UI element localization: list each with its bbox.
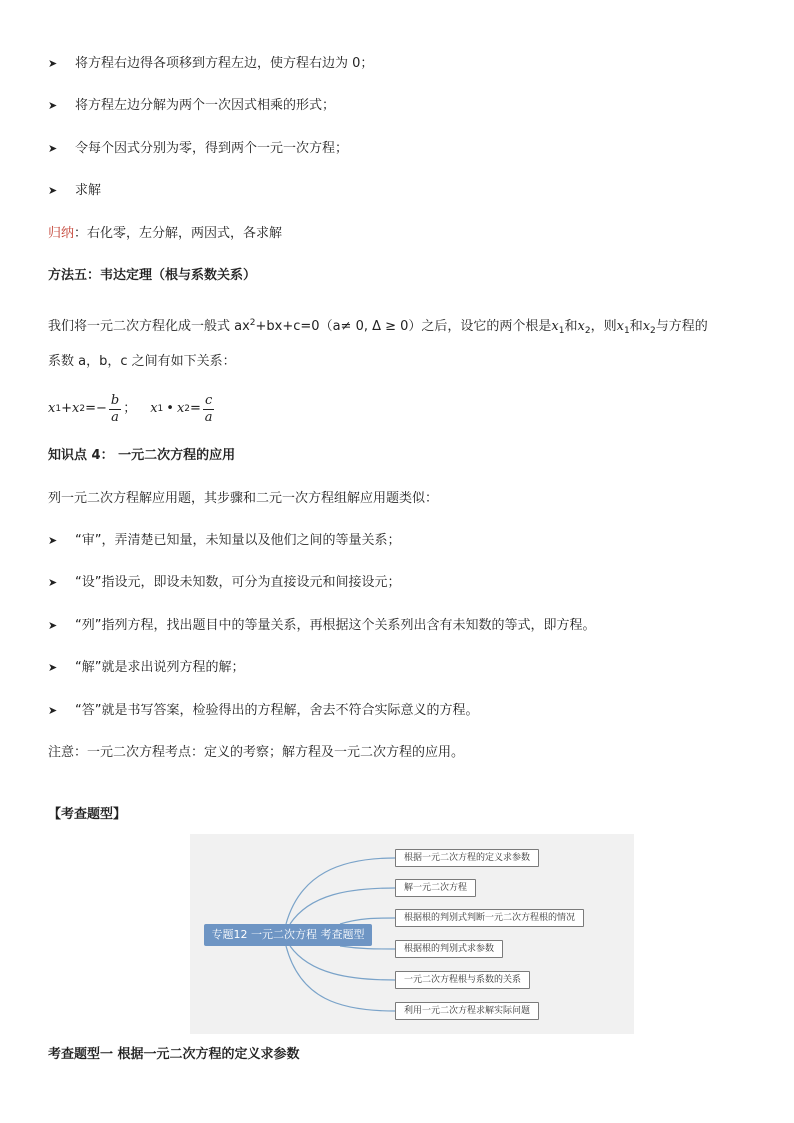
bullet-review: ➤ “审”，弄清楚已知量，未知量以及他们之间的等量关系； [48,531,400,551]
summary-text: ：右化零，左分解，两因式，各求解 [74,226,283,241]
mindmap-node: 根据根的判别式求参数 [395,940,503,958]
bullet-set-variables: ➤ “设”指设元，即设未知数，可分为直接设元和间接设元； [48,573,400,593]
bullet-write-equation: ➤ “列”指列方程，找出题目中的等量关系，再根据这个关系列出含有未知数的等式，即方程。 [48,616,595,636]
application-intro: 列一元二次方程解应用题，其步骤和二元一次方程组解应用题类似： [48,491,439,506]
mindmap-node: 解一元二次方程 [395,879,476,897]
arrowhead-bullet-icon: ➤ [48,184,58,197]
vieta-formula: x 1 + x 2 =− $\frac{b}{a}$ ； x 1 • x 2 = $\frac{c}{a}$ [48,392,213,425]
mindmap-node: 根据根的判别式判断一元二次方程根的情况 [395,909,584,927]
arrowhead-bullet-icon: ➤ [48,534,58,547]
fraction-b-over-a: $\frac{b}{a}$ [110,392,120,425]
connector-5 [290,946,395,980]
arrowhead-bullet-icon: ➤ [48,661,58,674]
arrowhead-bullet-icon: ➤ [48,142,58,155]
bullet-answer: ➤ “答”就是书写答案，检验得出的方程解，舍去不符合实际意义的方程。 [48,701,478,721]
mindmap-root: 专题12 一元二次方程 考查题型 [204,924,372,946]
exam-type-1-heading: 考查题型一 根据一元二次方程的定义求参数 [48,1047,300,1062]
vieta-paragraph-line1: 我们将一元二次方程化成一般式 $ax^2+bx+c=0(a\ne 0$, Δ ≥ 0）之后，设它的两个根是$x_1$和$x_2$，则$x_1$和$x_2$与方程的 [48,318,708,336]
bullet-step-factor: ➤ 将方程左边分解为两个一次因式相乘的形式； [48,96,335,116]
exam-types-mindmap [190,834,634,1034]
bullet-step-move-terms: ➤ 将方程右边得各项移到方程左边，使方程右边为 0； [48,54,373,74]
exam-types-heading: 【考查题型】 [48,807,127,822]
connector-6 [286,946,395,1011]
summary-label: 归纳 [48,226,75,241]
bullet-step-zero-factors: ➤ 令每个因式分别为零，得到两个一元一次方程； [48,139,348,159]
arrowhead-bullet-icon: ➤ [48,576,58,589]
bullet-step-solve: ➤ 求解 [48,181,101,201]
arrowhead-bullet-icon: ➤ [48,619,58,632]
mindmap-node: 利用一元二次方程求解实际问题 [395,1002,539,1020]
vieta-paragraph-line2: 系数 a，b，c 之间有如下关系： [48,354,236,369]
connector-4 [340,946,395,949]
knowledge-point-4-heading: 知识点 4： 一元二次方程的应用 [48,448,236,463]
method5-heading: 方法五：韦达定理（根与系数关系） [48,268,257,283]
fraction-c-over-a: $\frac{c}{a}$ [204,392,213,425]
arrowhead-bullet-icon: ➤ [48,99,58,112]
connector-1 [286,858,395,924]
summary-line [48,224,282,244]
mindmap-node: 一元二次方程根与系数的关系 [395,971,530,989]
arrowhead-bullet-icon: ➤ [48,704,58,717]
note-line: 注意：一元二次方程考点：定义的考察；解方程及一元二次方程的应用。 [48,745,465,760]
bullet-solve-equation: ➤ “解”就是求出说列方程的解； [48,658,244,678]
mindmap-node: 根据一元二次方程的定义求参数 [395,849,539,867]
arrowhead-bullet-icon: ➤ [48,57,58,70]
